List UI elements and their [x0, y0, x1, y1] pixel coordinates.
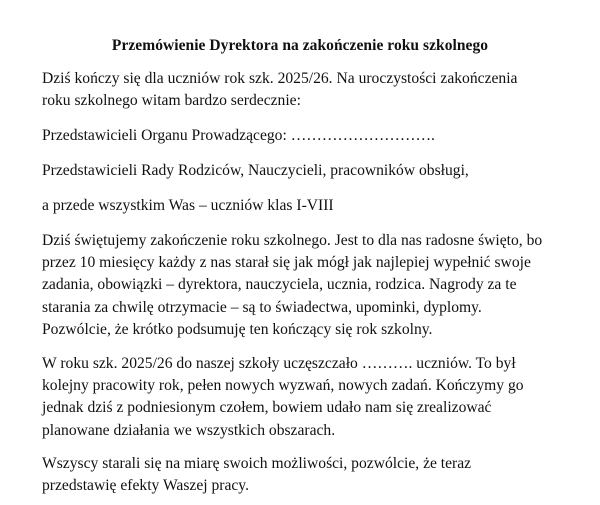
text-line: kolejny pracowity rok, pełen nowych wyzwań, nowych zadań. Kończymy go: [42, 377, 524, 395]
text-line: Wszyscy starali się na miarę swoich możliwości, pozwólcie, że teraz: [42, 455, 472, 472]
paragraph-podsumowanie: [42, 353, 587, 442]
paragraph-efekty: [42, 453, 587, 497]
text-line: Dziś świętujemy zakończenie roku szkolnego. Jest to dla nas radosne święto, bo: [42, 232, 543, 249]
text-line: Pozwólcie, że krótko podsumuję ten kończący się rok szkolny.: [42, 320, 433, 338]
document-title: Przemówienie Dyrektora na zakończenie roku szkolnego: [111, 37, 489, 54]
text-line: starania za chwilę otrzymacie – są to świadectwa, upominki, dyplomy.: [42, 298, 482, 316]
text-line: W roku szk. 2025/26 do naszej szkoły uczęszczało ………. uczniów. To był: [42, 355, 516, 372]
paragraph-organ: [42, 125, 587, 147]
text-line: a przede wszystkim Was – uczniów klas I-VIII: [42, 197, 334, 214]
paragraph-swieto: [42, 230, 587, 341]
paragraph-greeting: [42, 68, 587, 112]
text-line: Dziś kończy się dla uczniów rok szk. 2025/26. Na uroczystości zakończenia: [42, 70, 518, 87]
text-line: planowane działania we wszystkich obszarach.: [42, 421, 336, 439]
text-line: Przedstawicieli Rady Rodziców, Nauczycieli, pracowników obsługi,: [42, 162, 469, 179]
text-line: przedstawię efekty Waszej pracy.: [42, 477, 249, 495]
text-line: zadania, obowiązki – dyrektora, nauczyciela, ucznia, rodzica. Nagrody za te: [42, 276, 517, 294]
text-line: przez 10 miesięcy każdy z nas starał się jak mógł jak najlepiej wypełnić swoje: [42, 254, 531, 272]
text-line: jednak dziś z podniesionym czołem, bowiem udało nam się zrealizować: [42, 399, 492, 417]
paragraph-rada: [42, 160, 587, 182]
text-line: Przedstawicieli Organu Prowadzącego: ……………………….: [42, 127, 435, 144]
paragraph-uczniowie: [42, 195, 587, 217]
text-line: roku szkolnego witam bardzo serdecznie:: [42, 92, 301, 110]
